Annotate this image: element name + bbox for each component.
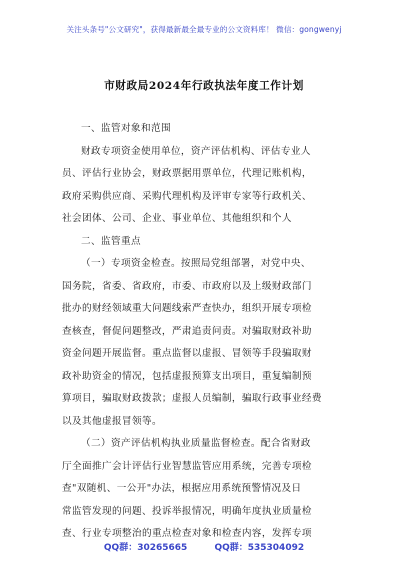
body-line: 资金问题开展监督。重点监督以虚报、冒领等手段骗取财: [62, 348, 312, 359]
body-line: 员、评估行业协会，财政票据用票单位，代理记账机构，: [62, 168, 312, 179]
body-line: 政补助资金的情况，包括虚报预算支出项目，重复编制预: [62, 370, 312, 382]
footer-promo-note: [0, 540, 408, 553]
body-line: 批办的财经领域重大问题线索严查快办，组织开展专项检: [62, 303, 312, 314]
body-line: 国务院，省委、省政府，市委、市政府以及上级财政部门: [62, 280, 312, 292]
body-line: 厅全面推广会计评估行业智慧监管应用系统，完善专项检: [62, 460, 312, 472]
body-line: （一）专项资金检查。按照局党组部署，对党中央、: [81, 258, 311, 269]
body-line: 一、监管对象和范围: [81, 123, 171, 134]
body-line: 查、行业专项整治的重点检查对象和检查内容，发挥专项: [62, 528, 312, 539]
body-line: 算项目，骗取财政拨款；虚报人员编制，骗取行政事业经费: [62, 393, 322, 404]
body-line: 以及其他虚报冒领等。: [62, 415, 162, 427]
body-line: 常监管发现的问题、投诉举报情况，明确年度执业质量检: [62, 505, 312, 517]
header-promo-note: 关注头条号"公文研究"，获得最新最全最专业的公文资料库！ 微信：gongwenyj: [66, 25, 342, 34]
footer-qq-group-1: QQ群：30265665: [103, 543, 188, 553]
body-line: 社会团体、公司、企业、事业单位、其他组织和个人: [62, 213, 292, 224]
footer-qq-group-2: QQ群：535304092: [214, 543, 305, 553]
document-title: 市财政局2024年行政执法年度工作计划: [104, 80, 304, 92]
body-line: 二、监管重点: [81, 235, 141, 247]
document-body: [62, 118, 352, 546]
body-line: （二）资产评估机构执业质量监督检查。配合省财政: [81, 438, 311, 449]
body-line: 查"双随机、一公开"办法，根据应用系统预警情况及日: [62, 483, 302, 494]
body-line: 查核查，督促问题整改，严肃追责问责。对骗取财政补助: [62, 325, 312, 337]
body-line: 政府采购供应商、采购代理机构及评审专家等行政机关、: [62, 190, 312, 202]
body-line: 财政专项资金使用单位，资产评估机构、评估专业人: [81, 145, 311, 157]
